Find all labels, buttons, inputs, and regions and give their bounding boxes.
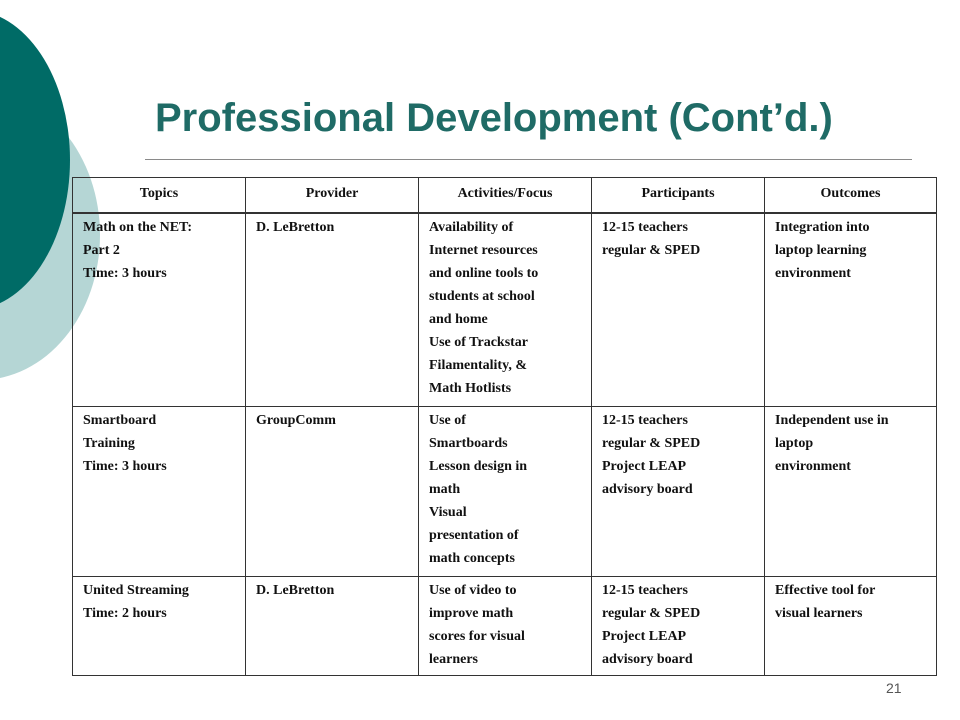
table-header-row <box>73 178 937 214</box>
cell-line: D. LeBretton <box>256 583 335 598</box>
cell-line: and home <box>429 312 488 327</box>
cell-line: laptop learning <box>775 243 867 258</box>
cell-provider <box>246 213 419 407</box>
cell-line: Time: 3 hours <box>83 266 167 281</box>
cell-line: visual learners <box>775 606 863 621</box>
cell-line: and online tools to <box>429 266 539 281</box>
cell-activities <box>419 407 592 577</box>
cell-line: Availability of <box>429 220 514 235</box>
cell-line: Math on the NET: <box>83 220 193 235</box>
cell-activities <box>419 577 592 676</box>
cell-provider <box>246 407 419 577</box>
cell-line: D. LeBretton <box>256 220 335 235</box>
cell-line: environment <box>775 266 851 281</box>
cell-line: advisory board <box>602 482 693 497</box>
cell-line: Independent use in <box>775 413 889 428</box>
header-outcomes: Outcomes <box>765 178 937 214</box>
cell-line: Filamentality, & <box>429 358 527 373</box>
cell-activities <box>419 213 592 407</box>
title-divider <box>145 159 912 160</box>
cell-line: Part 2 <box>83 243 120 258</box>
cell-line: Time: 2 hours <box>83 606 167 621</box>
cell-topics <box>73 407 246 577</box>
table-row <box>73 407 937 577</box>
cell-line: math concepts <box>429 551 515 566</box>
cell-line: GroupComm <box>256 413 336 428</box>
cell-line: Use of video to <box>429 583 517 598</box>
cell-line: math <box>429 482 461 497</box>
cell-line: 12-15 teachers <box>602 220 688 235</box>
cell-participants <box>592 407 765 577</box>
cell-outcomes <box>765 407 937 577</box>
cell-line: Effective tool for <box>775 583 876 598</box>
cell-line: Time: 3 hours <box>83 459 167 474</box>
cell-line: regular & SPED <box>602 606 701 621</box>
header-activities-focus: Activities/Focus <box>419 178 592 214</box>
cell-line: Lesson design in <box>429 459 528 474</box>
header-provider: Provider <box>246 178 419 214</box>
cell-outcomes <box>765 213 937 407</box>
cell-line: scores for visual <box>429 629 525 644</box>
cell-line: presentation of <box>429 528 519 543</box>
cell-topics <box>73 213 246 407</box>
cell-line: 12-15 teachers <box>602 583 688 598</box>
cell-line: learners <box>429 652 478 667</box>
cell-line: improve math <box>429 606 514 621</box>
cell-participants <box>592 577 765 676</box>
cell-outcomes <box>765 577 937 676</box>
cell-participants <box>592 213 765 407</box>
cell-line: Math Hotlists <box>429 381 512 396</box>
cell-line: regular & SPED <box>602 243 701 258</box>
cell-line: Internet resources <box>429 243 538 258</box>
cell-line: 12-15 teachers <box>602 413 688 428</box>
cell-line: Project LEAP <box>602 629 687 644</box>
header-participants: Participants <box>592 178 765 214</box>
cell-line: advisory board <box>602 652 693 667</box>
cell-line: Smartboards <box>429 436 508 451</box>
cell-line: laptop <box>775 436 814 451</box>
cell-line: Training <box>83 436 135 451</box>
slide-number: 21 <box>886 680 902 696</box>
cell-line: Integration into <box>775 220 870 235</box>
cell-line: Project LEAP <box>602 459 687 474</box>
slide-title: Professional Development (Cont’d.) <box>155 96 833 140</box>
cell-line: United Streaming <box>83 583 189 598</box>
header-topics: Topics <box>73 178 246 214</box>
cell-line: Smartboard <box>83 413 157 428</box>
cell-line: students at school <box>429 289 535 304</box>
cell-provider <box>246 577 419 676</box>
cell-topics <box>73 577 246 676</box>
cell-line: environment <box>775 459 851 474</box>
cell-line: regular & SPED <box>602 436 701 451</box>
cell-line: Use of <box>429 413 466 428</box>
table-row <box>73 577 937 676</box>
professional-development-table <box>72 177 937 676</box>
cell-line: Visual <box>429 505 467 520</box>
cell-line: Use of Trackstar <box>429 335 529 350</box>
table-row <box>73 213 937 407</box>
